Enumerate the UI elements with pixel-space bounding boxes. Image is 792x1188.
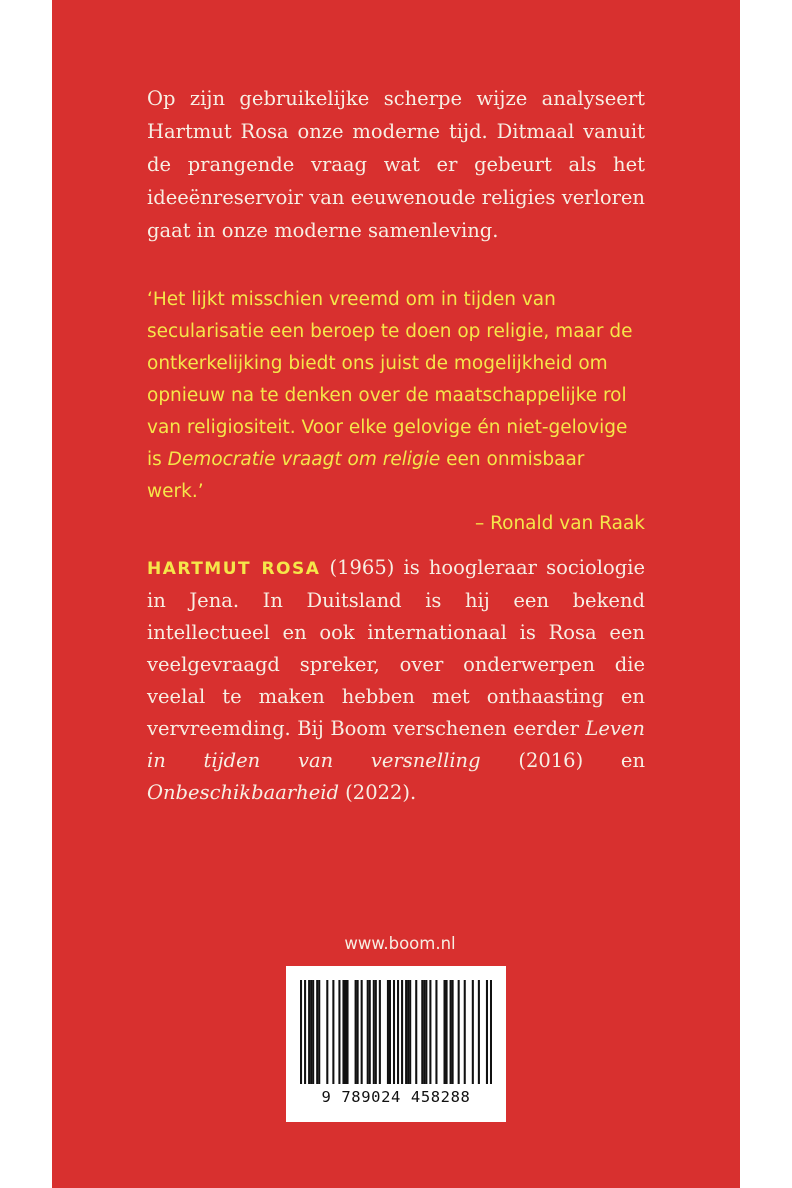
- barcode-bar: [312, 980, 314, 1084]
- barcode-bar: [367, 980, 369, 1084]
- barcode-bar: [407, 980, 409, 1084]
- barcode-bar: [421, 980, 423, 1084]
- barcode-bar: [478, 980, 480, 1084]
- bio-text-part1: (1965) is hoogleraar sociologie in Jena. In Duitsland is hij een bekend intellectueel en ook internationaal is Rosa een veelgevraagd spreker, over onderwerpen die veelal te maken hebben met onthaasting en vervreemding. Bij Boom verschenen eerder: [147, 556, 645, 740]
- barcode-bars: [300, 980, 492, 1084]
- barcode-bar: [405, 980, 407, 1084]
- barcode-bar: [338, 980, 340, 1084]
- barcode-bar: [490, 980, 492, 1084]
- barcode-bar: [415, 980, 417, 1084]
- barcode-bar: [308, 980, 310, 1084]
- author-bio: [147, 552, 645, 809]
- barcode-bar: [387, 980, 389, 1084]
- barcode-bar: [373, 980, 375, 1084]
- barcode-bar: [435, 980, 437, 1084]
- barcode-bar: [355, 980, 357, 1084]
- barcode-bar: [379, 980, 381, 1084]
- barcode-digits: 9 789024 458288: [321, 1088, 471, 1106]
- barcode-bar: [443, 980, 445, 1084]
- barcode-bar: [357, 980, 359, 1084]
- bio-text-part3: (2022).: [338, 781, 417, 804]
- barcode-bar: [446, 980, 448, 1084]
- barcode-bar: [401, 980, 403, 1084]
- barcode-bar: [458, 980, 460, 1084]
- quote-text-part2: een onmisbaar werk.’: [147, 449, 585, 502]
- barcode-bar: [423, 980, 425, 1084]
- author-name: HARTMUT ROSA: [147, 559, 321, 579]
- bio-book1-title: Leven in tijden van versnelling: [147, 717, 645, 772]
- barcode-bar: [452, 980, 454, 1084]
- barcode-bar: [397, 980, 399, 1084]
- barcode-bar: [450, 980, 452, 1084]
- barcode-bar: [486, 980, 488, 1084]
- quote-book-title: Democratie vraagt om religie: [167, 449, 441, 470]
- barcode-bar: [300, 980, 302, 1084]
- barcode-bar: [342, 980, 344, 1084]
- barcode-bar: [316, 980, 318, 1084]
- barcode-bar: [346, 980, 348, 1084]
- intro-paragraph: Op zijn gebruikelijke scherpe wijze analyseert Hartmut Rosa onze moderne tijd. Ditmaal vanuit de prangende vraag wat er gebeurt als het ideeënreservoir van eeuwenoude religies verloren gaat in onze moderne samenleving.: [147, 87, 645, 242]
- review-quote: [147, 284, 645, 540]
- barcode-bar: [425, 980, 427, 1084]
- barcode-bar: [393, 980, 395, 1084]
- barcode-bar: [389, 980, 391, 1084]
- barcode-bar: [361, 980, 363, 1084]
- barcode-bar: [429, 980, 431, 1084]
- barcode-bar: [332, 980, 334, 1084]
- bio-text-part2: (2016) en: [480, 749, 645, 772]
- bio-book2-title: Onbeschikbaarheid: [147, 781, 339, 804]
- barcode-bar: [375, 980, 377, 1084]
- barcode-bar: [310, 980, 312, 1084]
- barcode-bar: [326, 980, 328, 1084]
- quote-text-part1: ‘Het lijkt misschien vreemd om in tijden van secularisatie een beroep te doen op religie, maar de ontkerkelijking biedt ons juist de mogelijkheid om opnieuw na te denken over de maatschappelijke rol van religiositeit. Voor elke gelovige én niet-gelovige is: [147, 289, 633, 470]
- barcode-bar: [369, 980, 371, 1084]
- barcode-bar: [344, 980, 346, 1084]
- barcode-bar: [304, 980, 306, 1084]
- barcode-bar: [472, 980, 474, 1084]
- barcode-bar: [318, 980, 320, 1084]
- publisher-website: www.boom.nl: [344, 934, 456, 953]
- barcode: [286, 966, 506, 1122]
- quote-author: – Ronald van Raak: [474, 513, 645, 534]
- barcode-bar: [409, 980, 411, 1084]
- barcode-bar: [464, 980, 466, 1084]
